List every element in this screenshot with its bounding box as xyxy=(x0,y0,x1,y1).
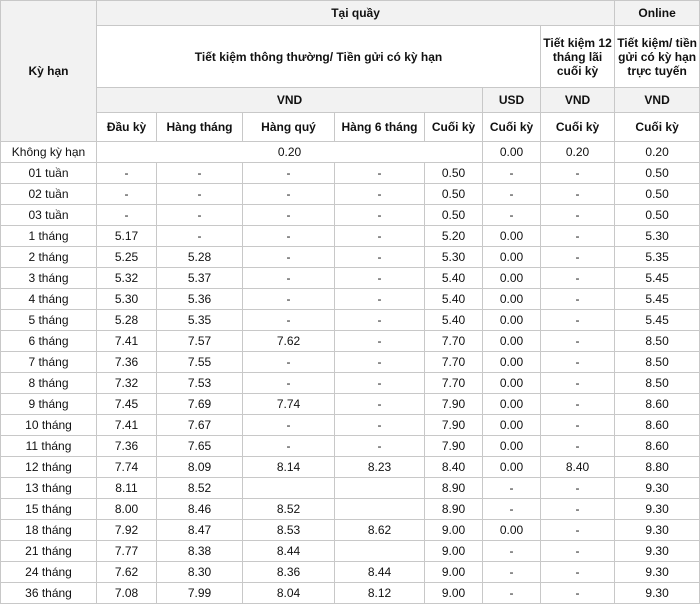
rate-cell: 5.28 xyxy=(157,247,243,268)
rate-cell: 0.50 xyxy=(615,205,700,226)
rate-cell: - xyxy=(157,226,243,247)
header-vnd: VND xyxy=(97,88,483,113)
rate-cell: - xyxy=(243,205,335,226)
rate-cell: - xyxy=(243,436,335,457)
rate-cell: 9.30 xyxy=(615,541,700,562)
header-term: Kỳ hạn xyxy=(1,1,97,142)
rate-cell: 7.62 xyxy=(243,331,335,352)
rate-cell: 5.35 xyxy=(157,310,243,331)
table-row xyxy=(1,478,700,499)
rate-cell: 0.00 xyxy=(483,352,541,373)
rate-cell: 0.50 xyxy=(425,205,483,226)
rate-cell: 8.14 xyxy=(243,457,335,478)
rate-cell: 7.69 xyxy=(157,394,243,415)
term-cell: 2 tháng xyxy=(1,247,97,268)
rate-cell: - xyxy=(335,268,425,289)
rate-cell: 8.52 xyxy=(243,499,335,520)
rate-cell: 7.77 xyxy=(97,541,157,562)
rate-cell: - xyxy=(335,205,425,226)
rate-cell: - xyxy=(97,163,157,184)
rate-cell: 8.50 xyxy=(615,352,700,373)
col-cuoi-ky: Cuối kỳ xyxy=(425,113,483,142)
rate-cell: - xyxy=(483,583,541,604)
rate-cell: 8.52 xyxy=(157,478,243,499)
rate-cell: 7.57 xyxy=(157,331,243,352)
rate-cell: 0.00 xyxy=(483,436,541,457)
rate-cell: 0.50 xyxy=(615,163,700,184)
rate-cell: 9.30 xyxy=(615,478,700,499)
rate-cell: 8.53 xyxy=(243,520,335,541)
header-at-counter: Tại quầy xyxy=(97,1,615,26)
table-row xyxy=(1,163,700,184)
rate-cell: - xyxy=(157,163,243,184)
rate-cell: 8.50 xyxy=(615,373,700,394)
rate-cell: 9.00 xyxy=(425,562,483,583)
rate-cell: 0.00 xyxy=(483,226,541,247)
rate-cell: 5.30 xyxy=(97,289,157,310)
table-row xyxy=(1,205,700,226)
rate-cell: 8.36 xyxy=(243,562,335,583)
rate-cell: - xyxy=(541,436,615,457)
term-cell: 15 tháng xyxy=(1,499,97,520)
rate-cell: - xyxy=(335,331,425,352)
rate-cell: 5.32 xyxy=(97,268,157,289)
rate-cell: 0.20 xyxy=(615,142,700,163)
rate-cell: 7.65 xyxy=(157,436,243,457)
rate-cell: 9.30 xyxy=(615,583,700,604)
term-cell: 7 tháng xyxy=(1,352,97,373)
rate-cell: 7.32 xyxy=(97,373,157,394)
rate-cell: 5.45 xyxy=(615,310,700,331)
rate-cell: - xyxy=(483,499,541,520)
rate-cell: - xyxy=(483,184,541,205)
rate-cell: - xyxy=(243,226,335,247)
rate-cell: 0.00 xyxy=(483,247,541,268)
term-cell: 21 tháng xyxy=(1,541,97,562)
rate-cell: 5.20 xyxy=(425,226,483,247)
col-usd-cuoi-ky: Cuối kỳ xyxy=(483,113,541,142)
rate-cell: 0.50 xyxy=(615,184,700,205)
col-hang-quy: Hàng quý xyxy=(243,113,335,142)
term-cell: 4 tháng xyxy=(1,289,97,310)
rate-cell: - xyxy=(335,436,425,457)
rate-cell: 8.44 xyxy=(335,562,425,583)
rate-cell: 8.11 xyxy=(97,478,157,499)
rate-cell: 8.60 xyxy=(615,415,700,436)
rate-cell: - xyxy=(243,184,335,205)
rate-cell: 8.40 xyxy=(541,457,615,478)
rate-cell: 8.23 xyxy=(335,457,425,478)
table-row xyxy=(1,436,700,457)
rate-cell: - xyxy=(335,415,425,436)
rate-cell: 7.36 xyxy=(97,352,157,373)
rate-cell: 8.40 xyxy=(425,457,483,478)
rate-cell: - xyxy=(541,415,615,436)
rate-cell: 5.40 xyxy=(425,268,483,289)
rate-cell: - xyxy=(243,352,335,373)
rate-cell: 5.45 xyxy=(615,289,700,310)
table-row xyxy=(1,247,700,268)
term-cell: 18 tháng xyxy=(1,520,97,541)
rate-cell: 5.17 xyxy=(97,226,157,247)
rate-cell: 0.00 xyxy=(483,310,541,331)
term-cell: 12 tháng xyxy=(1,457,97,478)
rate-cell: - xyxy=(541,184,615,205)
rate-cell: - xyxy=(243,310,335,331)
rate-cell: 7.74 xyxy=(243,394,335,415)
rate-cell: 8.80 xyxy=(615,457,700,478)
rate-cell: - xyxy=(541,268,615,289)
rate-cell: - xyxy=(157,205,243,226)
table-row xyxy=(1,373,700,394)
rate-cell: 0.00 xyxy=(483,415,541,436)
header-online-savings: Tiết kiệm/ tiền gửi có kỳ hạn trực tuyến xyxy=(615,26,700,88)
header-savings-12m: Tiết kiệm 12 tháng lãi cuối kỳ xyxy=(541,26,615,88)
rate-cell: - xyxy=(335,163,425,184)
term-cell: 5 tháng xyxy=(1,310,97,331)
rate-cell: 0.50 xyxy=(425,163,483,184)
rate-cell: 8.60 xyxy=(615,436,700,457)
rate-cell: - xyxy=(541,163,615,184)
rate-cell: 7.90 xyxy=(425,394,483,415)
rate-cell: 8.60 xyxy=(615,394,700,415)
table-row xyxy=(1,562,700,583)
rate-cell: 0.00 xyxy=(483,289,541,310)
term-cell: 3 tháng xyxy=(1,268,97,289)
rate-cell: 0.00 xyxy=(483,331,541,352)
term-cell: 10 tháng xyxy=(1,415,97,436)
rate-cell: 5.40 xyxy=(425,310,483,331)
rate-cell: 0.20 xyxy=(97,142,483,163)
rate-cell: 8.30 xyxy=(157,562,243,583)
rate-cell: - xyxy=(243,268,335,289)
rate-cell: - xyxy=(541,289,615,310)
term-cell: 9 tháng xyxy=(1,394,97,415)
col-12m-cuoi-ky: Cuối kỳ xyxy=(541,113,615,142)
col-dau-ky: Đầu kỳ xyxy=(97,113,157,142)
col-hang-6-thang: Hàng 6 tháng xyxy=(335,113,425,142)
table-row xyxy=(1,331,700,352)
rate-cell: 7.74 xyxy=(97,457,157,478)
rate-cell: 7.45 xyxy=(97,394,157,415)
rate-cell: 9.00 xyxy=(425,520,483,541)
rate-cell: 7.90 xyxy=(425,415,483,436)
term-cell: 36 tháng xyxy=(1,583,97,604)
rate-cell: 8.09 xyxy=(157,457,243,478)
rate-cell: 7.90 xyxy=(425,436,483,457)
rate-cell: - xyxy=(483,562,541,583)
term-cell: 6 tháng xyxy=(1,331,97,352)
rate-cell: 5.45 xyxy=(615,268,700,289)
rate-cell: - xyxy=(541,352,615,373)
rate-cell: 7.70 xyxy=(425,352,483,373)
rate-cell: - xyxy=(541,394,615,415)
header-vnd-online: VND xyxy=(615,88,700,113)
term-cell: 02 tuần xyxy=(1,184,97,205)
rate-cell: - xyxy=(335,310,425,331)
rate-cell: - xyxy=(243,247,335,268)
table-row xyxy=(1,289,700,310)
rate-cell: - xyxy=(483,541,541,562)
rate-cell: 7.70 xyxy=(425,373,483,394)
rate-cell: 0.00 xyxy=(483,520,541,541)
rate-cell: - xyxy=(243,415,335,436)
rate-cell xyxy=(335,541,425,562)
rate-cell: 8.04 xyxy=(243,583,335,604)
rate-cell: 9.00 xyxy=(425,583,483,604)
rate-cell: 5.30 xyxy=(425,247,483,268)
rate-cell: 8.50 xyxy=(615,331,700,352)
rate-cell: 7.70 xyxy=(425,331,483,352)
header-usd: USD xyxy=(483,88,541,113)
rate-cell xyxy=(335,499,425,520)
table-row xyxy=(1,394,700,415)
table-row xyxy=(1,520,700,541)
rate-cell: 7.92 xyxy=(97,520,157,541)
table-row xyxy=(1,352,700,373)
term-cell: 1 tháng xyxy=(1,226,97,247)
rate-cell: - xyxy=(541,226,615,247)
rate-cell: - xyxy=(541,373,615,394)
rate-cell: - xyxy=(243,289,335,310)
table-row xyxy=(1,226,700,247)
rate-cell: 8.38 xyxy=(157,541,243,562)
table-row xyxy=(1,184,700,205)
table-row xyxy=(1,541,700,562)
term-cell: 03 tuần xyxy=(1,205,97,226)
rate-cell: - xyxy=(483,163,541,184)
rate-cell: 0.00 xyxy=(483,394,541,415)
rate-cell: 7.41 xyxy=(97,331,157,352)
term-cell: 8 tháng xyxy=(1,373,97,394)
term-cell: 24 tháng xyxy=(1,562,97,583)
table-row xyxy=(1,499,700,520)
rate-cell xyxy=(335,478,425,499)
rate-cell: - xyxy=(483,478,541,499)
rate-cell: 5.37 xyxy=(157,268,243,289)
rate-cell: - xyxy=(157,184,243,205)
rate-cell: 7.67 xyxy=(157,415,243,436)
rate-cell: - xyxy=(335,184,425,205)
rate-cell: 5.40 xyxy=(425,289,483,310)
rate-cell: 0.00 xyxy=(483,457,541,478)
rate-cell: - xyxy=(483,205,541,226)
rate-cell: - xyxy=(97,205,157,226)
table-row xyxy=(1,268,700,289)
rate-cell: 0.00 xyxy=(483,268,541,289)
rate-cell: 5.30 xyxy=(615,226,700,247)
rate-cell: 0.50 xyxy=(425,184,483,205)
rate-cell: 8.12 xyxy=(335,583,425,604)
rate-cell: - xyxy=(541,205,615,226)
rate-cell: 8.46 xyxy=(157,499,243,520)
col-online-cuoi-ky: Cuối kỳ xyxy=(615,113,700,142)
rate-cell: 0.00 xyxy=(483,142,541,163)
term-cell: 01 tuần xyxy=(1,163,97,184)
rate-cell: 8.00 xyxy=(97,499,157,520)
rate-cell: 9.30 xyxy=(615,520,700,541)
rate-cell: 7.36 xyxy=(97,436,157,457)
rate-cell: 9.30 xyxy=(615,562,700,583)
rate-cell: 7.99 xyxy=(157,583,243,604)
rate-cell: 5.28 xyxy=(97,310,157,331)
rate-cell: 8.44 xyxy=(243,541,335,562)
rate-cell: - xyxy=(97,184,157,205)
rate-cell: 7.08 xyxy=(97,583,157,604)
rate-cell: 7.55 xyxy=(157,352,243,373)
rate-cell: - xyxy=(541,562,615,583)
rate-cell: - xyxy=(541,247,615,268)
rate-cell: 8.47 xyxy=(157,520,243,541)
rate-cell: 5.36 xyxy=(157,289,243,310)
rate-cell: 7.41 xyxy=(97,415,157,436)
rate-cell: - xyxy=(335,247,425,268)
term-cell: 13 tháng xyxy=(1,478,97,499)
rate-cell: 8.90 xyxy=(425,478,483,499)
rate-cell: - xyxy=(335,226,425,247)
rate-cell: 8.90 xyxy=(425,499,483,520)
rate-cell: - xyxy=(335,394,425,415)
rate-cell: 7.62 xyxy=(97,562,157,583)
rate-cell: 5.25 xyxy=(97,247,157,268)
rate-cell: 9.30 xyxy=(615,499,700,520)
col-hang-thang: Hàng tháng xyxy=(157,113,243,142)
rate-cell: - xyxy=(541,331,615,352)
rate-cell: 0.20 xyxy=(541,142,615,163)
table-row xyxy=(1,457,700,478)
rate-cell: 8.62 xyxy=(335,520,425,541)
rate-cell: 9.00 xyxy=(425,541,483,562)
header-vnd-12m: VND xyxy=(541,88,615,113)
rate-cell xyxy=(243,478,335,499)
rate-cell: 7.53 xyxy=(157,373,243,394)
rate-cell: - xyxy=(335,352,425,373)
rate-cell: - xyxy=(541,541,615,562)
rate-cell: 0.00 xyxy=(483,373,541,394)
header-online: Online xyxy=(615,1,700,26)
rate-cell: - xyxy=(541,499,615,520)
rate-cell: - xyxy=(541,310,615,331)
rate-cell: - xyxy=(541,520,615,541)
rate-cell: - xyxy=(243,373,335,394)
rate-cell: - xyxy=(243,163,335,184)
rate-cell: - xyxy=(335,373,425,394)
rate-cell: - xyxy=(335,289,425,310)
table-row xyxy=(1,583,700,604)
table-row xyxy=(1,310,700,331)
table-row xyxy=(1,415,700,436)
header-savings-regular: Tiết kiệm thông thường/ Tiền gửi có kỳ hạn xyxy=(97,26,541,88)
term-cell: 11 tháng xyxy=(1,436,97,457)
rate-cell: 5.35 xyxy=(615,247,700,268)
term-cell: Không kỳ hạn xyxy=(1,142,97,163)
rate-cell: - xyxy=(541,478,615,499)
table-row-nonterm xyxy=(1,142,700,163)
rate-cell: - xyxy=(541,583,615,604)
